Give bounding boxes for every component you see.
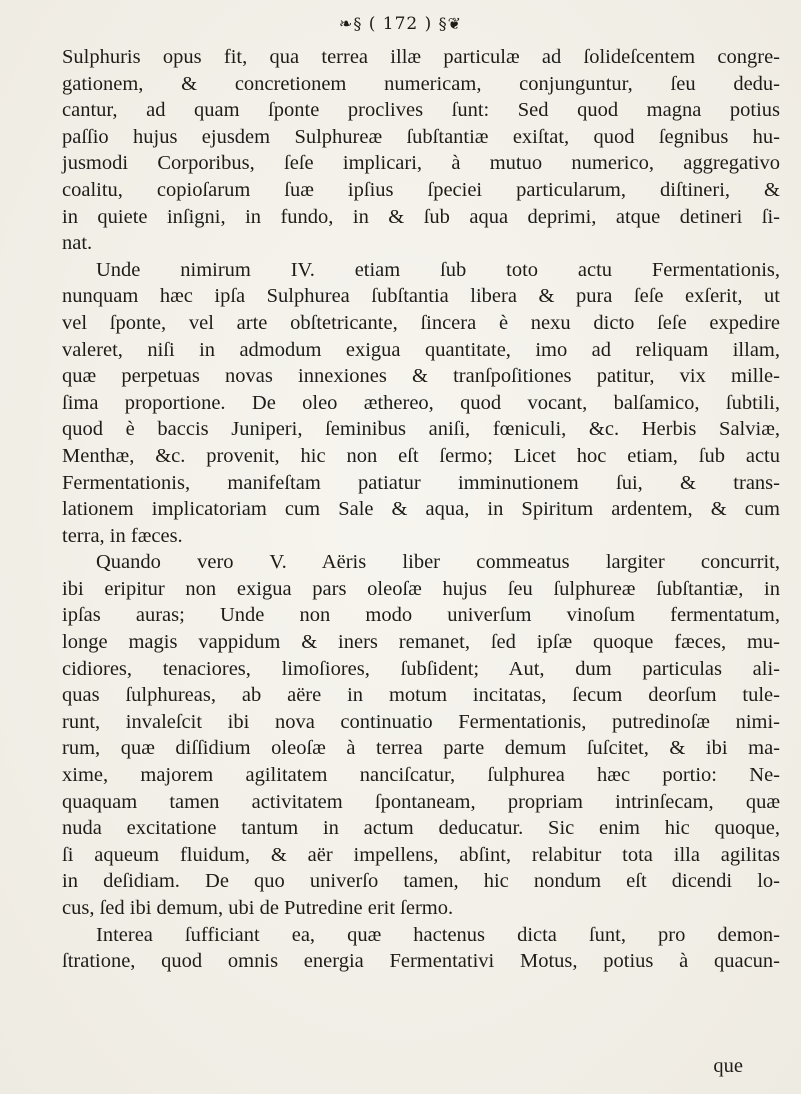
text-line: paſſio hujus ejusdem Sulphureæ ſubſtantiæ exiſtat, quod ſegnibus hu- — [62, 125, 780, 148]
text-line: coalitu, copioſarum ſuæ ipſius ſpeciei particularum, diſtineri, & — [62, 178, 780, 201]
text-line: vel ſponte, vel arte obſtetricante, ſincera è nexu dicto ſeſe expedire — [62, 311, 780, 334]
text-line: nat. — [62, 232, 93, 255]
text-line: Sulphuris opus fit, qua terrea illæ particulæ ad ſolideſcentem congre- — [62, 46, 780, 68]
text-line: cus, ſed ibi demum, ubi de Putredine erit ſermo. — [62, 897, 454, 919]
text-line: rum, quæ diſſidium oleoſæ à terrea parte demum ſuſcitet, & ibi ma- — [62, 737, 780, 760]
text-line: xime, majorem agilitatem nanciſcatur, ſulphurea hæc portio: Ne- — [62, 764, 780, 787]
text-line: cidiores, tenaciores, limoſiores, ſubſident; Aut, dum particulas ali- — [62, 657, 780, 680]
text-line: nunquam hæc ipſa Sulphurea ſubſtantia libera & pura ſeſe exſerit, ut — [62, 285, 780, 308]
body-text — [62, 44, 780, 975]
text-line: ſtratione, quod omnis energia Fermentativi Motus, potius à quacun- — [62, 950, 780, 973]
text-line: lationem implicatoriam cum Sale & aqua, in Spiritum ardentem, & cum — [62, 498, 780, 521]
text-line: quaquam tamen activitatem ſpontaneam, propriam intrinſecam, quæ — [62, 790, 780, 813]
text-line: valeret, niſi in admodum exigua quantitate, imo ad reliquam illam, — [62, 338, 780, 361]
text-line: quas ſulphureas, ab aëre in motum incitatas, ſecum deorſum tule- — [62, 684, 780, 707]
right-ornament: §❦ — [438, 14, 463, 33]
text-line: quod è baccis Juniperi, ſeminibus aniſi, fœniculi, &c. Herbis Salviæ, — [62, 418, 780, 441]
text-line: ibi eripitur non exigua pars oleoſæ hujus ſeu ſulphureæ ſubſtantiæ, in — [62, 577, 780, 600]
text-line: nuda excitatione tantum in actum deducatur. Sic enim hic quoque, — [62, 817, 780, 840]
left-ornament: ❧§ — [338, 14, 363, 33]
paragraph-start: Unde nimirum IV. etiam ſub toto actu Fermentationis, — [96, 258, 780, 281]
text-line: ipſas auras; Unde non modo univerſum vinoſum fermentatum, — [62, 604, 780, 627]
text-line: Menthæ, &c. provenit, hic non eſt ſermo; Licet hoc etiam, ſub actu — [62, 444, 780, 467]
paragraph-start: Quando vero V. Aëris liber commeatus largiter concurrit, — [96, 551, 780, 574]
text-line: quæ perpetuas novas innexiones & tranſpoſitiones patitur, vix mille- — [62, 365, 780, 388]
text-line: longe magis vappidum & iners remanet, ſed ipſæ quoque fæces, mu- — [62, 631, 780, 654]
text-line: ſi aqueum fluidum, & aër impellens, abſint, relabitur tota illa agilitas — [62, 843, 780, 866]
text-line: in quiete inſigni, in fundo, in & ſub aqua deprimi, atque detineri ſi- — [62, 205, 780, 228]
page-number: ( 172 ) — [368, 14, 433, 34]
text-line: cantur, ad quam ſponte proclives ſunt: Sed quod magna potius — [62, 99, 780, 122]
text-line: ſima proportione. De oleo æthereo, quod vocant, balſamico, ſubtili, — [62, 391, 780, 414]
text-line: Fermentationis, manifeſtam patiatur imminutionem ſui, & trans- — [62, 471, 780, 494]
paragraph-start: Interea ſufficiant ea, quæ hactenus dicta ſunt, pro demon- — [96, 923, 780, 946]
text-line: gationem, & concretionem numericam, conjunguntur, ſeu dedu- — [62, 72, 780, 95]
text-line: terra, in fæces. — [62, 524, 183, 547]
page-header — [0, 14, 801, 34]
catchword: que — [713, 1055, 743, 1077]
text-line: runt, invaleſcit ibi nova continuatio Fermentationis, putredinoſæ nimi- — [62, 710, 780, 733]
text-line: jusmodi Corporibus, ſeſe implicari, à mutuo numerico, aggregativo — [62, 152, 780, 175]
text-line: in deſidiam. De quo univerſo tamen, hic nondum eſt dicendi lo- — [62, 870, 780, 893]
